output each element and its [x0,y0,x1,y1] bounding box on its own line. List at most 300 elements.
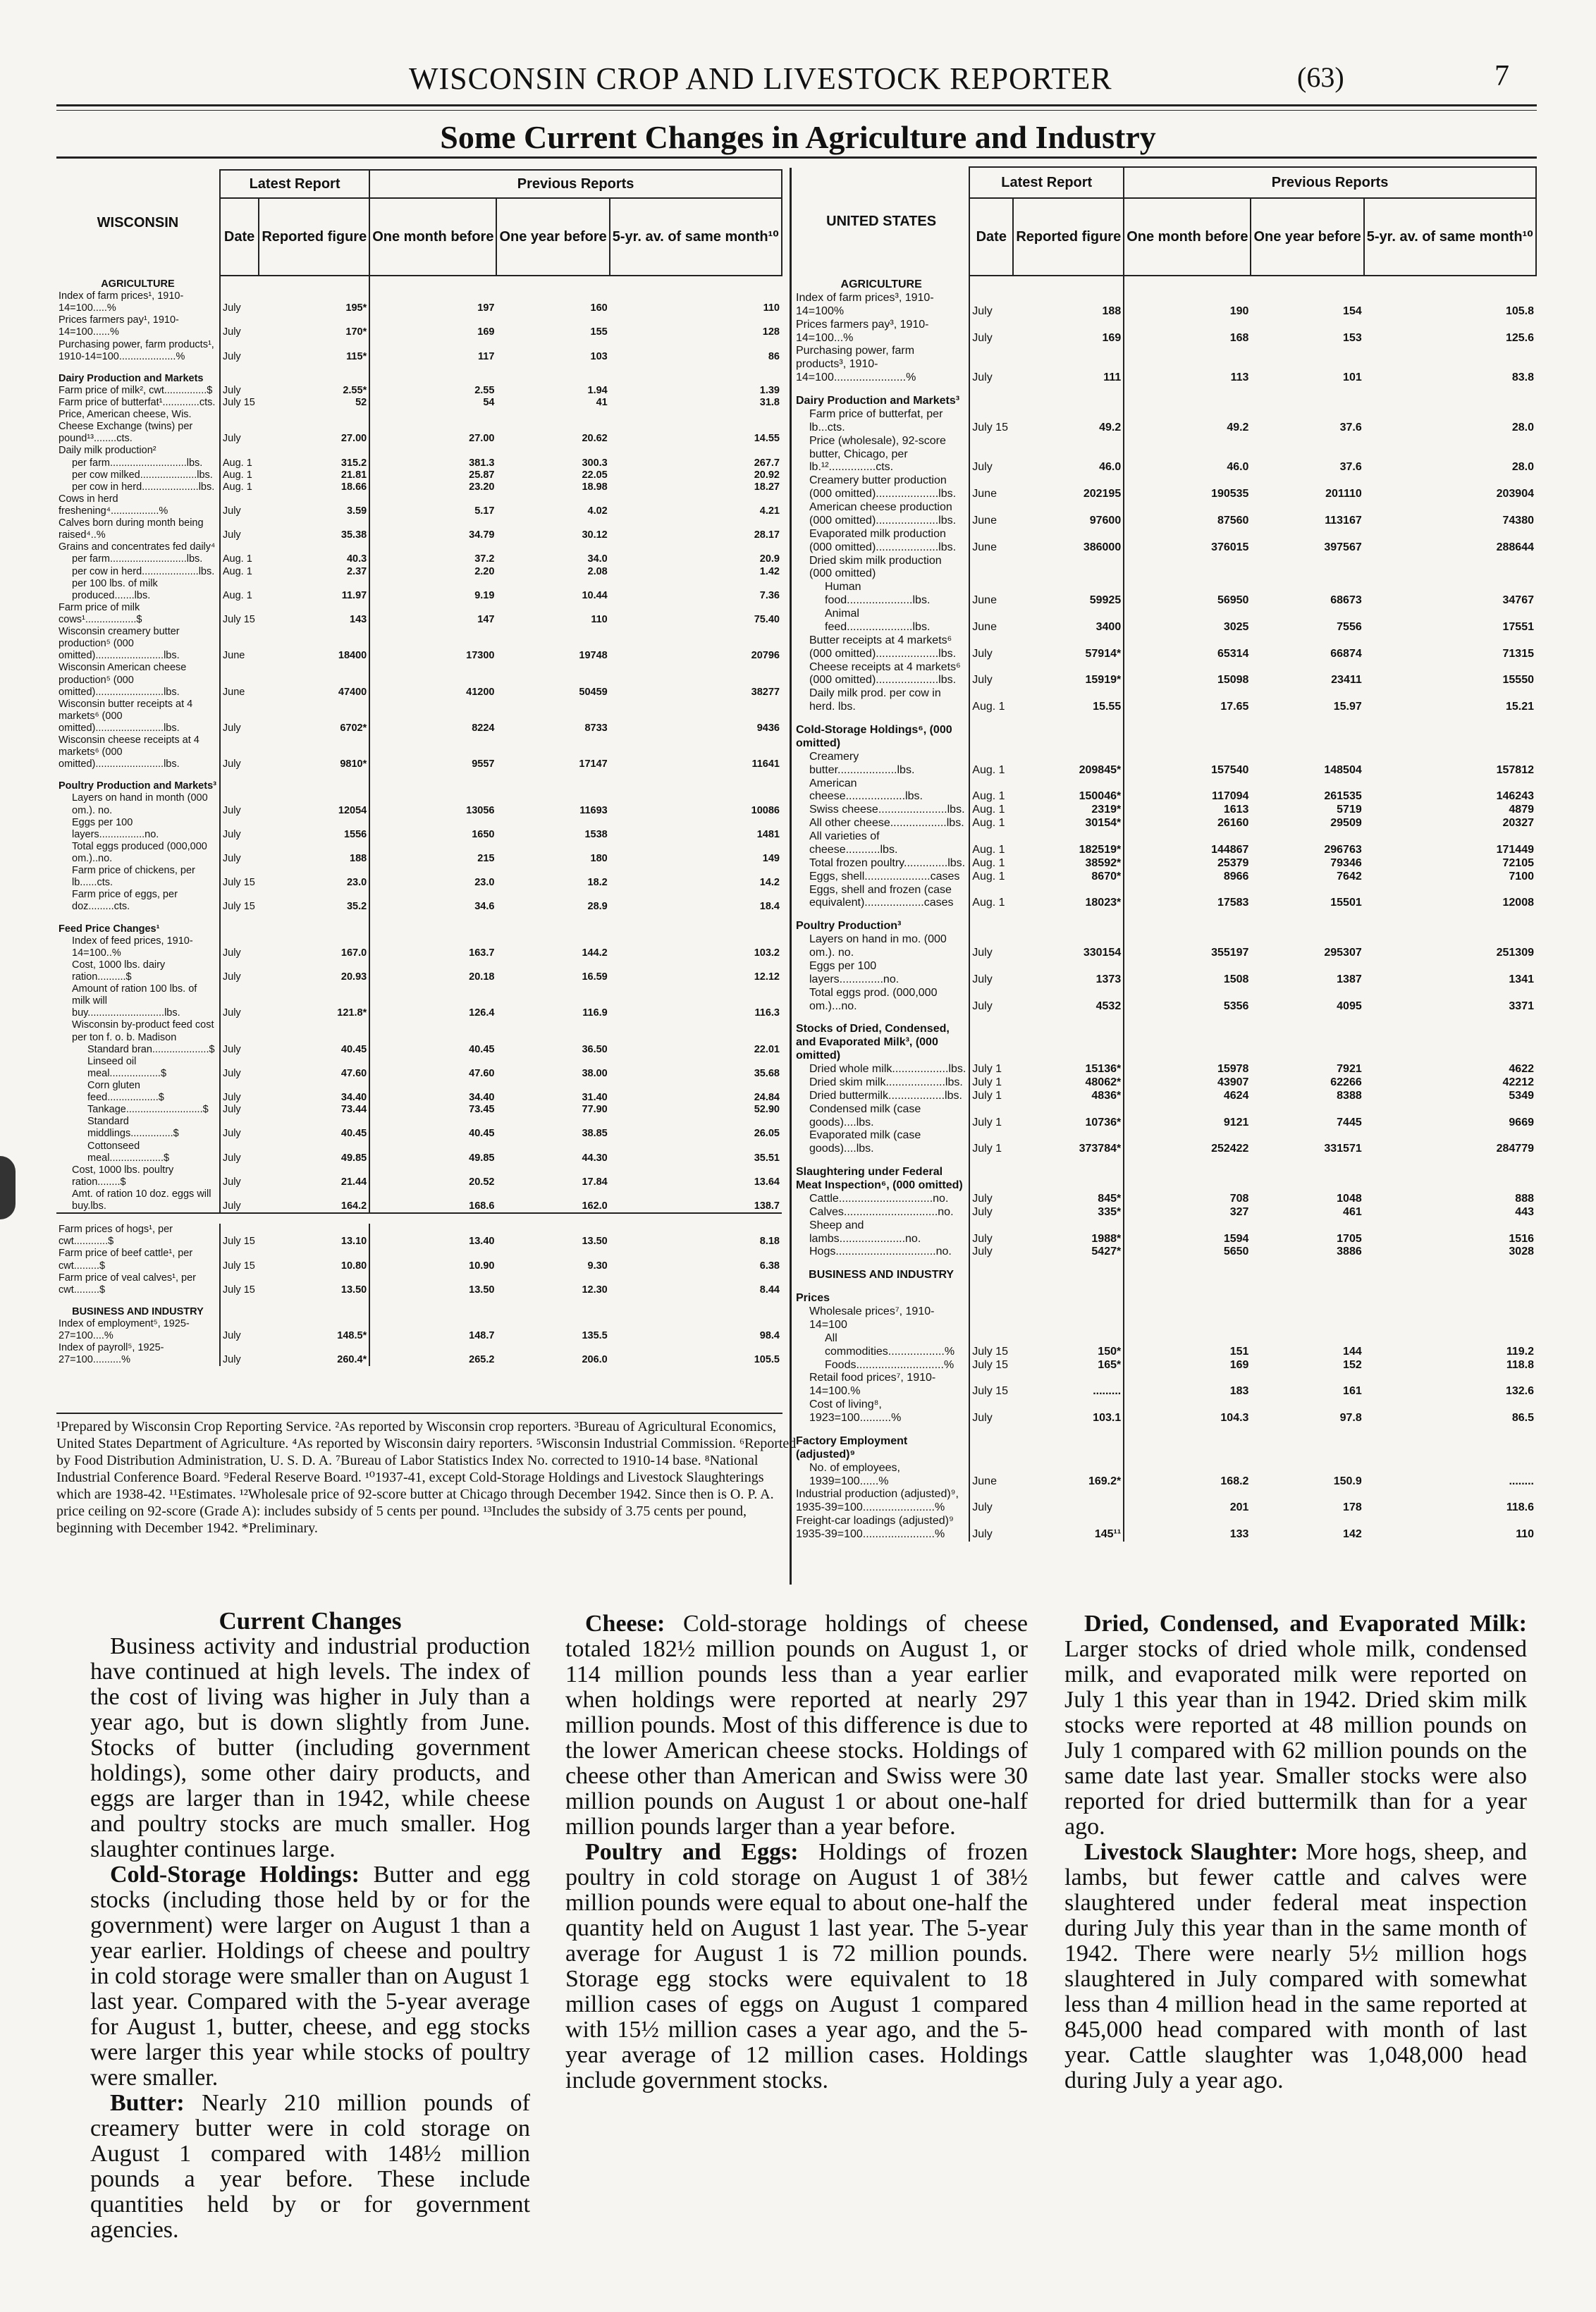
table-row [56,1044,782,1056]
row-label: Condensed milk (case goods)....lbs. [809,1102,921,1129]
row-label: Wholesale prices⁷, 1910-14=100 [809,1305,935,1331]
one-year-value: 77.90 [582,1104,608,1116]
table-row [56,1188,782,1213]
date-cell: July 15 [220,865,259,889]
reported-value: 49.85 [340,1152,367,1164]
row-label: Prices farmers pay¹, 1910-14=100......% [59,314,179,338]
reported-value: 13.10 [340,1236,367,1248]
one-year-value: 15501 [1330,897,1362,909]
one-month-value: 148.7 [369,1318,496,1342]
one-year-value: 36.50 [582,1043,608,1055]
table-row [56,566,782,578]
table-row [794,960,1536,987]
five-year-value: 34767 [1502,594,1534,607]
table-row [794,276,1536,292]
reported-value: 143 [350,613,367,625]
one-month-value [1124,1305,1251,1332]
date-cell: July [220,1116,259,1140]
five-year-value: 284779 [1496,1143,1534,1155]
date-cell: Aug. 1 [969,804,1013,817]
one-month-value: 46.0 [1124,435,1251,475]
paragraph-cold-storage [90,1862,530,2091]
separator-cell [259,1213,369,1224]
table-row [56,734,782,770]
date-header: Date [220,198,259,276]
one-month-value: 25.87 [369,469,496,481]
date-cell: July [220,1188,259,1213]
reported-value: 1988* [1091,1232,1122,1245]
table-row [794,581,1536,608]
row-label: Wisconsin creamery butter production⁵ (000 omitted)........................lbs. [59,626,180,662]
row-label: Daily milk production² [59,445,156,457]
table-row [794,528,1536,555]
table-row [794,910,1536,933]
row-label: Evaporated milk (case goods)....lbs. [809,1129,921,1155]
five-year-value: 35.51 [754,1152,780,1164]
row-label: Creamery butter production (000 omitted)....................lbs. [809,474,957,500]
date-cell: July [969,960,1013,987]
one-month-value: 37.2 [369,553,496,565]
five-year-value: 105.5 [754,1354,780,1366]
date-cell: July [220,493,259,517]
row-label: per cow in herd....................lbs. [72,565,215,577]
one-month-value: 56950 [1124,581,1251,608]
row-label: Purchasing power, farm products³, 1910-14=100.......................% [796,345,916,384]
reported-value: 111 [1103,371,1122,384]
row-label: Index of farm prices³, 1910-14=100% [796,291,934,317]
empty-cell [1364,1259,1536,1282]
date-cell: July [969,435,1013,475]
empty-cell [220,363,259,385]
table-row [56,1318,782,1342]
subsection-heading: Poultry Production³ [796,920,902,933]
empty-cell [969,1425,1013,1462]
five-year-value: 75.40 [754,613,780,625]
one-year-value: 28.9 [587,901,608,913]
five-year-value: 74380 [1502,514,1534,527]
reported-value: 169.2* [1088,1475,1122,1487]
main-title: Some Current Changes in Agriculture and Industry [440,119,1156,155]
table-row [794,1398,1536,1425]
empty-cell [1364,910,1536,933]
date-cell: July 1 [969,1076,1013,1090]
reported-value: 34.40 [340,1092,367,1104]
reported-value: 188 [1102,305,1122,317]
one-month-value: 41200 [369,662,496,698]
date-cell: July 15 [969,1359,1013,1372]
date-cell: July [969,319,1013,345]
one-year-value: 261535 [1324,790,1362,803]
dried-milk-text: Larger stocks of dried whole milk, condensed milk, and evaporated milk were reported on July 1 this year than in 1942. Dried skim milk stocks were reported at 48 million pounds on July 1 compared with 62 million pounds on the same date last year. Smaller stocks were also reported for dried buttermilk than for a year ago. [1064,1636,1527,1840]
table-row [56,602,782,626]
one-month-value: 8966 [1124,871,1251,884]
one-year-value: 135.5 [582,1330,608,1342]
center-divider [790,168,792,1585]
date-cell: July [220,841,259,865]
one-month-value: 376015 [1124,528,1251,555]
one-year-value: 161 [1343,1385,1362,1398]
date-cell: July [969,1246,1013,1259]
reported-value: 48062* [1085,1076,1122,1088]
subsection-heading: Cold-Storage Holdings⁶, (000 omitted) [796,724,952,749]
five-year-value: 14.55 [754,433,780,445]
one-year-value: 11693 [579,804,608,816]
separator-cell [220,1213,259,1224]
one-year-value: 41 [596,396,608,408]
table-row [56,339,782,363]
one-month-value: 3025 [1124,608,1251,634]
date-cell: July [220,314,259,338]
reported-value: 30154* [1085,817,1122,830]
empty-cell [969,385,1013,408]
previous-reports-header: Previous Reports [369,170,782,198]
row-label: Cows in herd freshening⁴.................% [59,493,168,517]
date-cell: July [220,1080,259,1104]
one-month-value: 34.79 [369,517,496,541]
row-label: Swiss cheese......................lbs. [809,804,965,816]
reported-value: 2.55* [343,384,367,396]
one-year-value [496,445,609,457]
reported-value: 182519* [1079,843,1122,856]
one-month-value: 20.52 [369,1164,496,1188]
date-cell [220,1019,259,1043]
one-month-value: 113 [1124,345,1251,385]
date-cell: July 1 [969,1063,1013,1076]
date-cell: July 1 [969,1129,1013,1156]
row-label: Price, American cheese, Wis. Cheese Exchange (twins) per pound¹³........cts. [59,409,193,445]
empty-cell [1013,385,1124,408]
one-year-value: 20.62 [582,433,608,445]
row-label: Layers on hand in month (000 om.). no. [72,792,208,816]
section-heading: BUSINESS AND INDUSTRY [72,1305,204,1317]
one-year-value: 110 [591,613,608,625]
header-rule-thin [56,110,1537,111]
row-label: Farm price of chickens, per lb......cts. [72,865,195,889]
five-year-value: 9669 [1509,1116,1534,1129]
table-row [794,408,1536,435]
empty-cell [1251,1259,1363,1282]
table-row [794,857,1536,871]
one-year-value: 160 [590,302,608,314]
table-row [794,1193,1536,1206]
date-cell [220,541,259,553]
empty-cell [496,770,609,792]
row-label: Wisconsin cheese receipts at 4 markets⁶ (000 omitted)........................lbs. [59,734,200,770]
row-label: Cost, 1000 lbs. dairy ration..........$ [72,959,166,983]
livestock-text: More hogs, sheep, and lambs, but fewer cattle and calves were slaughtered under federal meat inspection during July this year than in the same month of 1942. There were nearly 5½ million hogs slaughtered in July compared with somewhat less than 4 million head in the same reported at 845,000 head compared with month of last year. Cattle slaughter was 1,048,000 head during July a year ago. [1064,1839,1527,2093]
reported-value: 46.0 [1099,461,1122,474]
date-cell: July [220,1140,259,1164]
five-year-value: 20796 [751,650,780,662]
reported-value [259,1019,369,1043]
table-row [56,1056,782,1080]
date-cell: July [220,1318,259,1342]
row-label: Amt. of ration 10 doz. eggs will buy.lbs. [72,1188,211,1212]
five-year-value: 171449 [1496,843,1534,856]
table-row [56,662,782,698]
one-year-value: 50459 [579,686,608,698]
row-label: per 100 lbs. of milk produced.......lbs. [72,577,158,601]
five-year-value: 132.6 [1505,1385,1534,1398]
table-row [794,1359,1536,1372]
row-label: Farm price of butterfat, per lb...cts. [809,407,943,434]
reported-value: 73.44 [340,1104,367,1116]
five-year-value: 118.8 [1506,1358,1534,1371]
row-label: Retail food prices⁷, 1910-14=100.% [809,1372,936,1398]
one-month-value: 144867 [1124,830,1251,857]
date-cell: July [220,699,259,734]
one-year-value: 7642 [1337,870,1362,883]
one-year-value: 5719 [1337,804,1362,816]
empty-cell [1124,1425,1251,1462]
empty-cell [1364,1156,1536,1193]
one-year-value: 16.59 [582,971,608,983]
five-year-value: 267.7 [754,457,780,469]
empty-cell [220,1296,259,1318]
subsection-heading: Stocks of Dried, Condensed, and Evaporated Milk³, (000 omitted) [796,1023,950,1062]
one-month-value: 15978 [1124,1063,1251,1076]
table-row [56,493,782,517]
date-cell: July 15 [220,397,259,409]
empty-cell [1364,1013,1536,1063]
one-year-value: 17147 [579,758,608,770]
cheese-text: Cold-storage holdings of cheese totaled 182½ million pounds on August 1, or 114 million pounds less than a year earlier when holdings were reported at nearly 297 million pounds. Most of this difference is due to the lower American cheese stocks. Holdings of cheese other than American and Swiss were 30 million pounds on August 1 or about one-half million pounds larger than a year before. [565,1611,1028,1840]
footnotes: ¹Prepared by Wisconsin Crop Reporting Service. ²As reported by Wisconsin crop reporters. ³Bureau of Agricultural Economics, United States Department of Agriculture. ⁴As reported by Wisconsin dairy reporters. ⁵Wisconsin Industrial Commission. ⁶Reported by Food Distribution Administration, U. S. D. A. ⁷Bureau of Labor Statistics Index No. corrected to 1910-14 base. ⁸National Industrial Conference Board. ⁹Federal Reserve Board. ¹⁰1937-41, except Cold-Storage Holdings and Livestock Slaughterings which are 1938-42. ¹¹Estimates. ¹²Wholesale price of 92-score butter at Chicago through December 1942. Since then is O. P. A. price ceiling on 92-score (Grade A): includes subsidy of 5 cents per pound. ¹³Includes the subsidy of 3.75 cents per pound, beginning with December 1942. *Preliminary. [56,1419,797,1536]
row-label: Prices farmers pay³, 1910-14=100...% [796,318,929,344]
row-label: Hogs................................no. [809,1246,952,1258]
header-rule [56,104,1537,106]
five-year-value: 138.7 [754,1200,780,1212]
empty-cell [610,1296,782,1318]
empty-cell [369,363,496,385]
five-year-value: 17551 [1502,620,1534,633]
one-year-value: 37.6 [1339,421,1362,434]
five-year-value: 1.39 [759,384,780,396]
reported-value: 6702* [340,722,367,734]
previous-reports-header: Previous Reports [1124,167,1536,198]
reported-value: 165* [1098,1358,1122,1371]
reported-value: 195* [345,302,367,314]
row-label: Index of feed prices, 1910-14=100..% [72,935,193,959]
reported-value: 47.60 [340,1067,367,1079]
one-month-value: 27.00 [369,409,496,445]
one-month-value: 168.2 [1124,1462,1251,1489]
separator-cell [369,1213,496,1224]
reported-value: 4836* [1091,1089,1122,1102]
row-label: per farm...........................lbs. [72,457,203,469]
five-year-value: 8.18 [759,1236,780,1248]
reported-value: 121.8* [337,1007,367,1019]
one-month-value: 4624 [1124,1090,1251,1103]
table-row [794,1462,1536,1489]
one-year-value: 68673 [1330,594,1362,607]
one-month-value: 40.45 [369,1116,496,1140]
one-month-value: 169 [369,314,496,338]
table-row [56,290,782,314]
one-year-value: 1538 [584,828,608,840]
one-year-value: 97.8 [1339,1412,1362,1424]
one-month-value: 252422 [1124,1129,1251,1156]
five-year-value: 116.3 [754,1007,780,1019]
paragraph-livestock [1064,1840,1527,2093]
reported-value: 10736* [1085,1116,1122,1129]
table-row [794,1246,1536,1259]
five-year-value: 20.92 [754,469,780,481]
one-month-value: 34.6 [369,889,496,913]
one-year-value: 12.30 [582,1284,608,1296]
five-year-value: 5349 [1509,1089,1534,1102]
one-year-value: 144.2 [582,947,608,959]
reported-value: 2319* [1091,804,1122,816]
article-heading: Current Changes [219,1607,402,1635]
table-row [794,1425,1536,1462]
table-row [794,474,1536,501]
reported-value: 209845* [1079,763,1122,776]
row-label: per cow milked....................lbs. [72,469,213,481]
one-year-value: 30.12 [582,529,608,541]
table-row [56,792,782,816]
one-year-value: 7556 [1337,620,1362,633]
table-row [56,889,782,913]
one-month-value: 117094 [1124,777,1251,804]
subsection-heading: Dairy Production and Markets [59,372,204,384]
one-year-value: 155 [590,326,608,338]
five-year-value: 119.2 [1506,1345,1534,1358]
one-month-value: 1650 [369,817,496,841]
row-label: Price (wholesale), 92-score butter, Chicago, per lb.¹²...............cts. [809,434,946,474]
five-year-value: 18.27 [754,481,780,493]
five-year-value: 6.38 [759,1260,780,1272]
empty-cell [1124,385,1251,408]
table-row [794,1219,1536,1246]
five-year-value: 22.01 [754,1043,780,1055]
date-cell: July [220,339,259,363]
table-row [56,1080,782,1104]
date-cell: July 15 [969,1372,1013,1398]
table-row [56,959,782,983]
one-month-value: 2.55 [369,385,496,397]
five-year-value: 26.05 [754,1128,780,1140]
row-label: Human food.....................lbs. [825,581,931,607]
table-row [794,1282,1536,1305]
date-cell: Aug. 1 [969,830,1013,857]
five-year-value: 52.90 [754,1104,780,1116]
reported-value: 260.4* [337,1354,367,1366]
five-year-value: 4879 [1509,804,1534,816]
table-row [56,541,782,553]
one-month-value: 5356 [1124,987,1251,1014]
date-cell: July [969,292,1013,319]
one-month-value: 168 [1124,319,1251,345]
one-month-value: 13.50 [369,1272,496,1296]
one-year-value: 162.0 [582,1200,608,1212]
row-label: Cost, 1000 lbs. poultry ration........$ [72,1164,174,1188]
empty-cell [969,1013,1013,1063]
one-month-value: 168.6 [369,1188,496,1213]
date-cell: July [220,290,259,314]
reported-value: 38592* [1085,856,1122,869]
one-month-value: 87560 [1124,501,1251,528]
reported-value: 8670* [1091,870,1122,883]
one-year-value: 44.30 [582,1152,608,1164]
one-month-value: 13056 [369,792,496,816]
row-label: American cheese production (000 omitted)....................lbs. [809,501,957,527]
date-header: Date [969,198,1013,276]
five-year-value: 125.6 [1505,331,1534,344]
date-cell: June [969,581,1013,608]
one-year-value: 397567 [1324,541,1362,553]
one-year-value: 461 [1343,1205,1362,1218]
reported-value: ......... [1093,1385,1122,1398]
date-cell: Aug. 1 [969,687,1013,714]
latest-report-header: Latest Report [220,170,369,198]
empty-cell [1251,385,1363,408]
reported-value: 15.55 [1093,701,1122,713]
date-cell: July [220,959,259,983]
table-row [56,770,782,792]
row-label: Eggs, shell.....................cases [809,870,960,883]
table-row [794,1090,1536,1103]
row-label: All commodities..................% [825,1332,955,1358]
reported-value [259,541,369,553]
empty-cell [1124,1156,1251,1193]
row-label: Farm price of eggs, per doz.........cts. [72,889,178,913]
row-label: American cheese...................lbs. [809,777,923,803]
issue-number: (63) [1297,61,1344,93]
cheese-heading: Cheese: [585,1611,665,1637]
table-row [56,397,782,409]
date-cell: July 15 [969,408,1013,435]
one-year-value: 8388 [1337,1089,1362,1102]
five-year-value: 14.2 [759,877,780,889]
one-year-value: 152 [1343,1358,1362,1371]
reported-value: 52 [355,396,367,408]
reported-value: 57914* [1085,647,1122,660]
date-cell: Aug. 1 [220,566,259,578]
one-month-value: 17.65 [1124,687,1251,714]
five-year-value: 149 [762,853,780,865]
empty-cell [1124,714,1251,751]
empty-cell [610,363,782,385]
five-year-value: 146243 [1496,790,1534,803]
empty-cell [220,914,259,935]
one-month-value [1124,555,1251,582]
row-label: Daily milk prod. per cow in herd. lbs. [809,687,941,713]
row-label: Standard bran....................$ [87,1043,215,1055]
table-row [56,363,782,385]
date-cell: Aug. 1 [969,871,1013,884]
one-month-value [369,1019,496,1043]
one-year-value: 1048 [1337,1192,1362,1205]
table-row [794,292,1536,319]
empty-cell [1251,1156,1363,1193]
row-label: Total frozen poultry..............lbs. [809,856,966,869]
one-month-value: 23.20 [369,481,496,493]
five-year-value: 251309 [1496,947,1534,959]
one-month-value: 49.85 [369,1140,496,1164]
reported-value: 35.2 [346,901,367,913]
empty-cell [1364,385,1536,408]
month-header: One month before [369,198,496,276]
five-year-value: 24.84 [754,1092,780,1104]
one-month-value: 34.40 [369,1080,496,1104]
row-label: Index of employment⁵, 1925-27=100....% [59,1317,190,1342]
row-label: Total eggs produced (000,000 om.)..no. [72,840,207,865]
one-year-value: 201110 [1325,488,1362,500]
section-heading: BUSINESS AND INDUSTRY [809,1269,954,1281]
reported-value: 4532 [1095,1000,1122,1012]
five-year-value: 12.12 [754,971,780,983]
